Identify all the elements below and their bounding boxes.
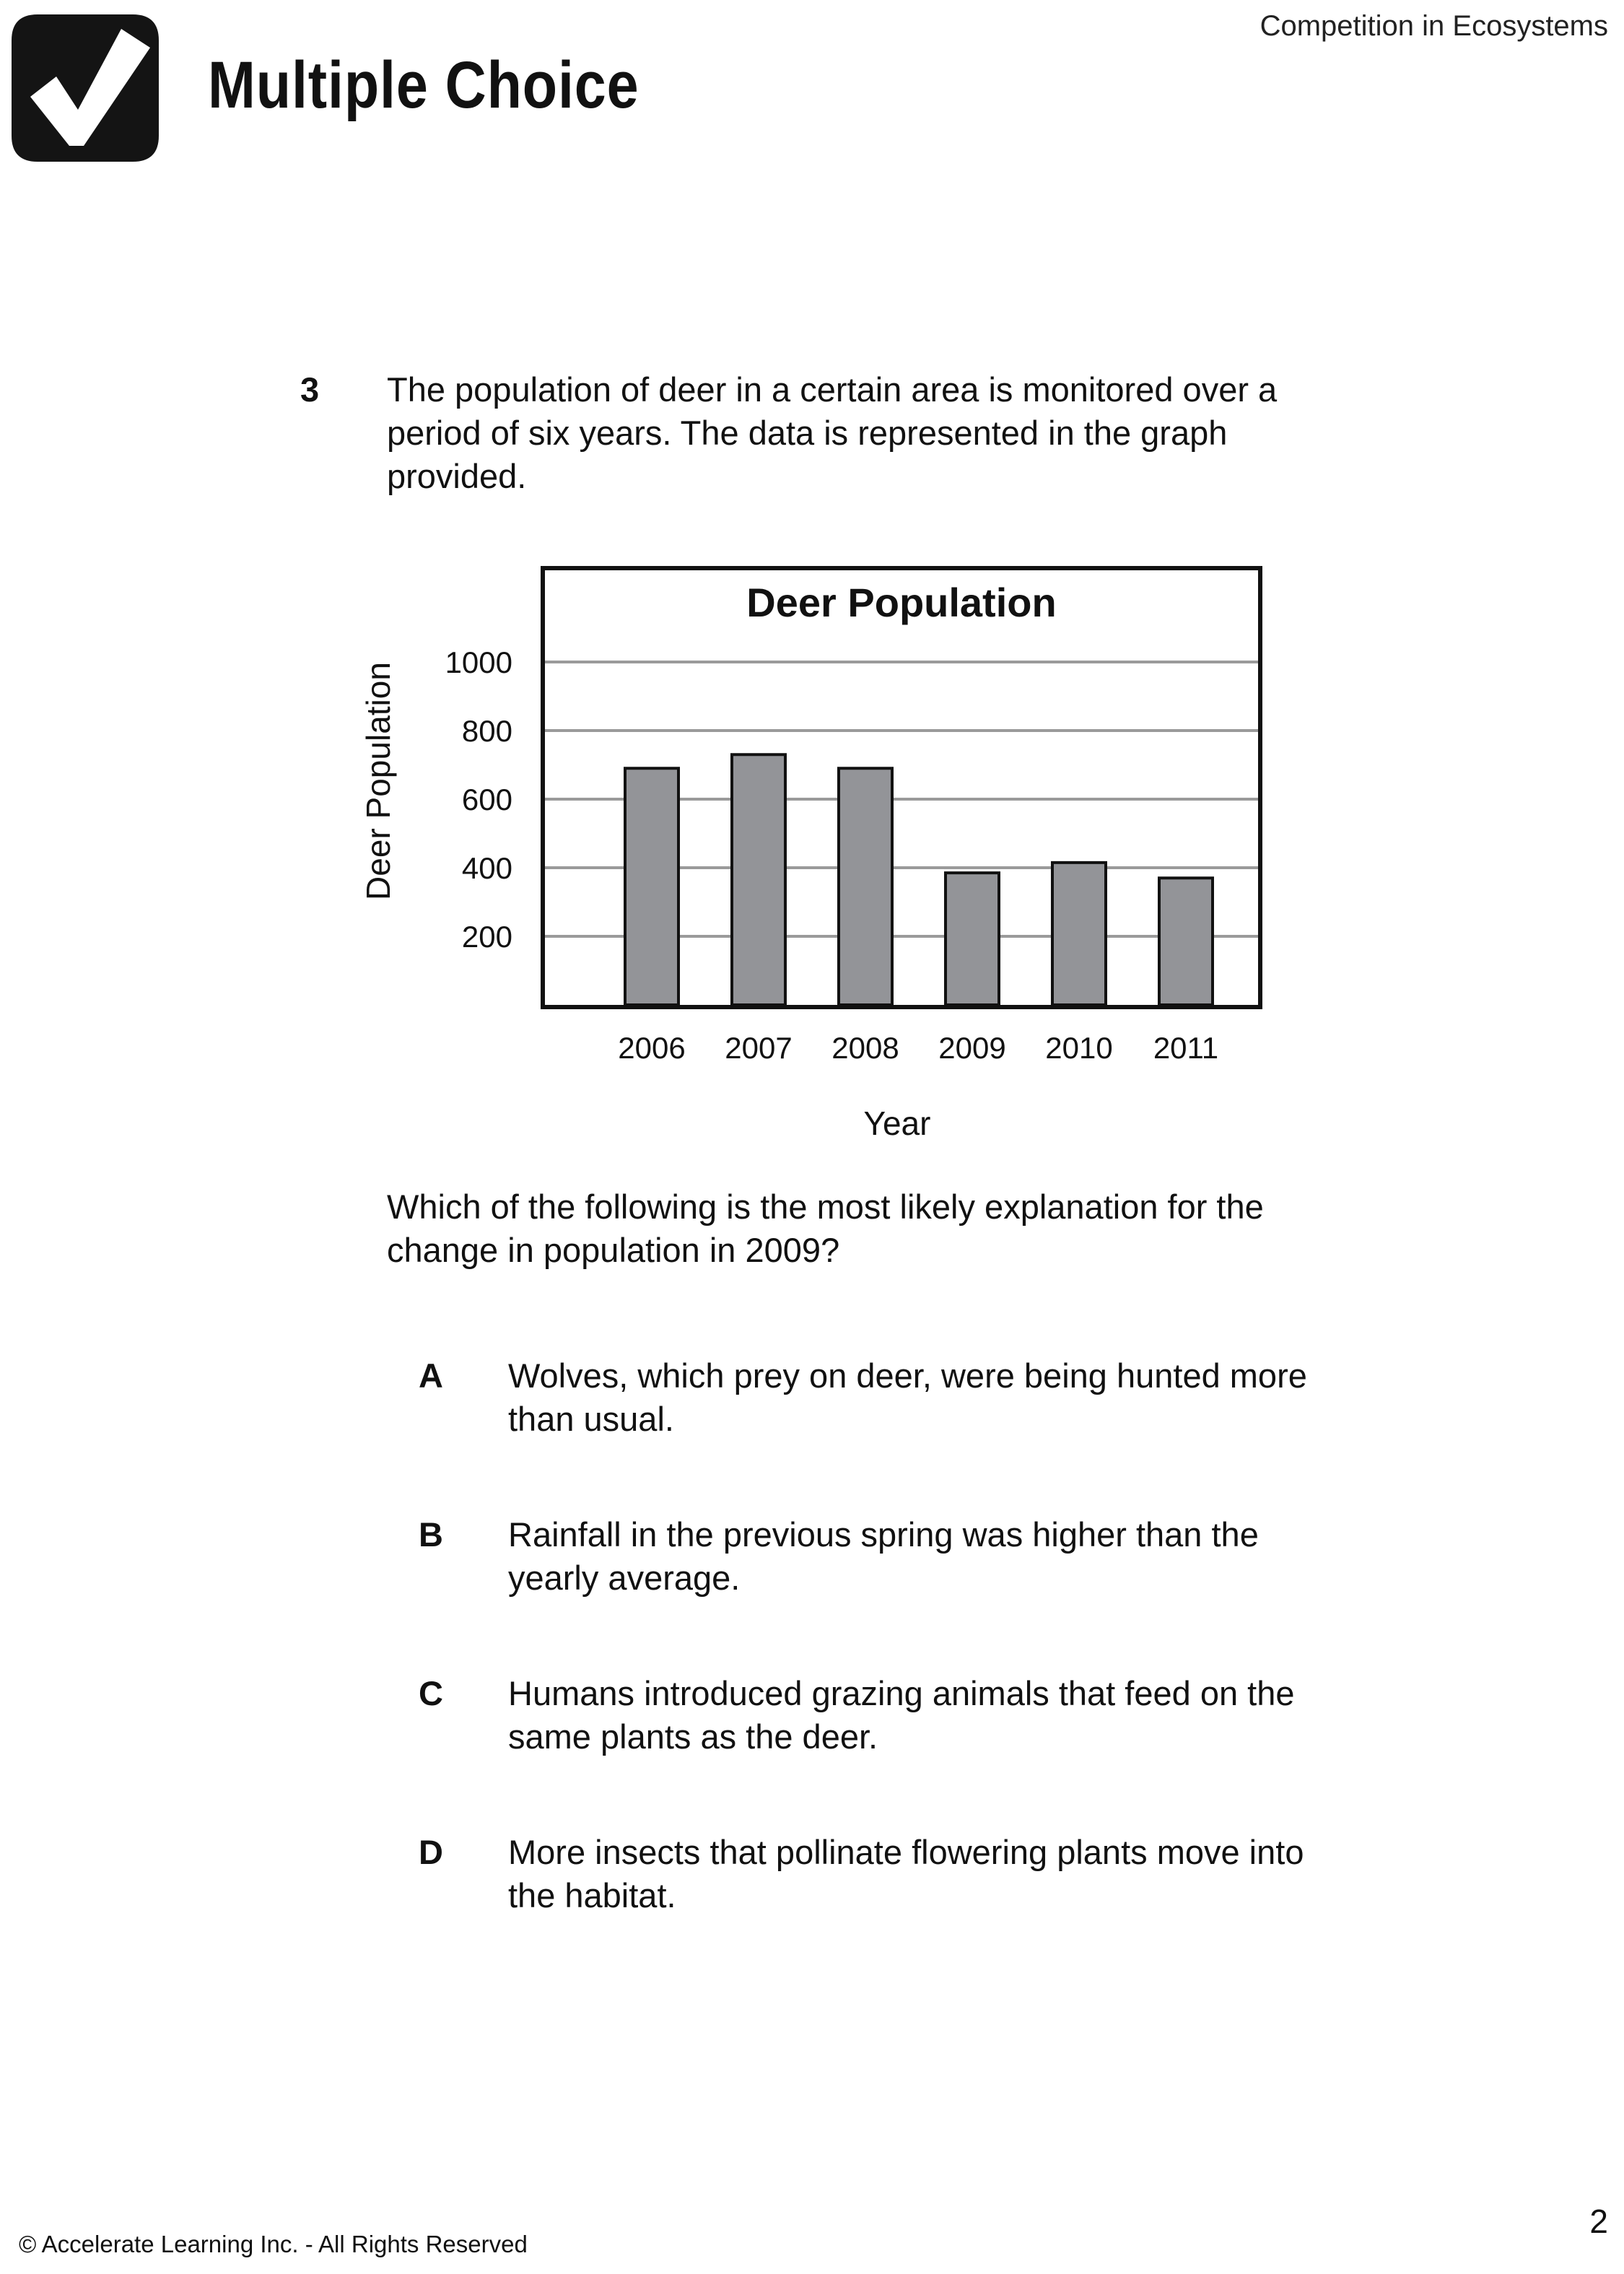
option-line: More insects that pollinate flowering plants move into — [508, 1833, 1304, 1871]
bar-2007 — [732, 754, 785, 1005]
chart-x-ticks — [618, 1031, 1218, 1065]
y-tick-label: 400 — [461, 851, 512, 885]
question-stem-line: provided. — [387, 457, 527, 495]
option-a-text — [508, 1354, 1307, 1441]
x-tick-label: 2006 — [618, 1031, 686, 1065]
x-axis-title: Year — [863, 1105, 931, 1142]
option-line: same plants as the deer. — [508, 1717, 878, 1756]
question-prompt-line: change in population in 2009? — [387, 1231, 840, 1269]
option-d-text — [508, 1831, 1304, 1917]
option-line: Humans introduced grazing animals that feed on the — [508, 1674, 1295, 1712]
y-tick-label: 800 — [461, 714, 512, 748]
x-tick-label: 2011 — [1153, 1031, 1219, 1065]
question-prompt-line: Which of the following is the most likely explanation for the — [387, 1188, 1264, 1226]
bar-2010 — [1052, 863, 1106, 1005]
option-line: the habitat. — [508, 1876, 676, 1914]
section-topic: Competition in Ecosystems — [1260, 10, 1608, 42]
option-b-letter: B — [419, 1515, 443, 1554]
bar-2006 — [625, 768, 678, 1005]
option-line: Rainfall in the previous spring was higher than the — [508, 1515, 1259, 1554]
question-number: 3 — [300, 370, 320, 409]
option-d-letter: D — [419, 1833, 443, 1871]
bar-2009 — [946, 873, 999, 1005]
question-prompt — [387, 1185, 1264, 1272]
page-title: Multiple Choice — [208, 48, 639, 122]
bar-2011 — [1159, 878, 1213, 1005]
x-tick-label: 2007 — [725, 1031, 793, 1065]
chart-y-ticks — [445, 645, 512, 954]
x-tick-label: 2009 — [938, 1031, 1006, 1065]
option-c-letter: C — [419, 1674, 443, 1712]
y-tick-label: 200 — [461, 920, 512, 954]
y-tick-label: 600 — [461, 783, 512, 816]
option-b-text — [508, 1513, 1259, 1600]
bar-2008 — [839, 768, 892, 1005]
question-stem-line: The population of deer in a certain area is monitored over a — [387, 370, 1278, 409]
y-axis-title: Deer Population — [359, 662, 397, 900]
copyright-notice: © Accelerate Learning Inc. - All Rights Reserved — [19, 2231, 528, 2257]
chart-title: Deer Population — [746, 580, 1057, 625]
option-c-text — [508, 1672, 1295, 1759]
x-tick-label: 2008 — [831, 1031, 899, 1065]
option-line: yearly average. — [508, 1559, 741, 1597]
x-tick-label: 2010 — [1045, 1031, 1113, 1065]
chart-bars — [625, 754, 1213, 1005]
option-line: Wolves, which prey on deer, were being hunted more — [508, 1356, 1307, 1395]
option-line: than usual. — [508, 1400, 674, 1438]
y-tick-label: 1000 — [445, 645, 512, 679]
option-a-letter: A — [419, 1356, 443, 1395]
page-number: 2 — [1589, 2203, 1608, 2240]
question-stem-line: period of six years. The data is represented in the graph — [387, 414, 1228, 452]
